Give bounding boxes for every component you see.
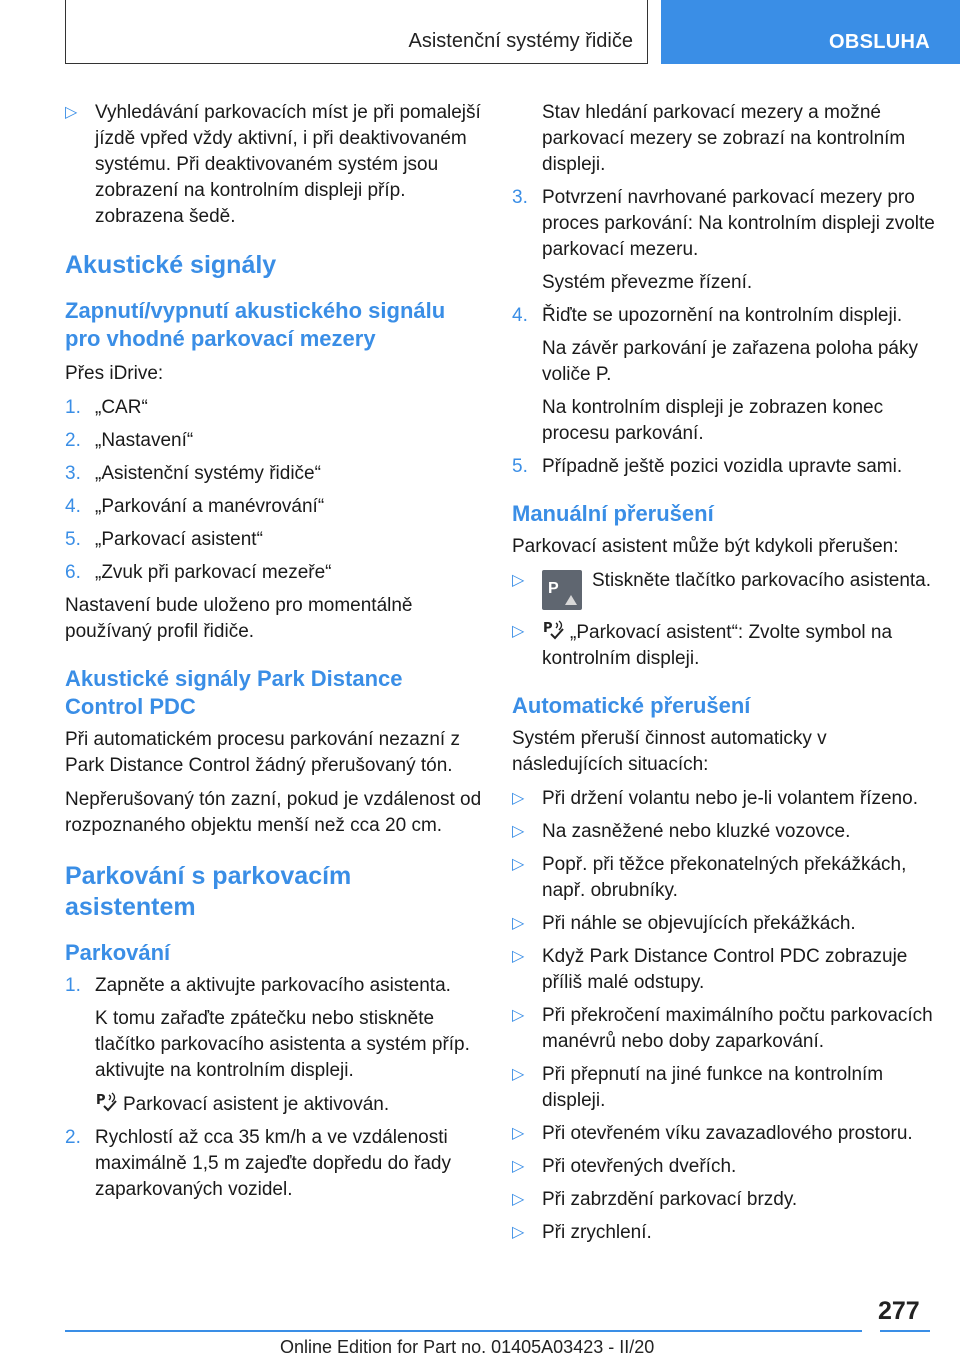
step-text: „Nastavení“ — [95, 430, 194, 451]
step-text: „CAR“ — [95, 397, 148, 418]
step-text: „Zvuk při parkovací mezeře“ — [95, 562, 332, 583]
list-item — [512, 619, 937, 672]
step-number: 5. — [65, 529, 81, 550]
bullet-text: Při zrychlení. — [542, 1222, 652, 1243]
step-number: 4. — [512, 305, 528, 326]
list-item — [512, 1220, 937, 1246]
section-title: Asistenční systémy řidiče — [408, 30, 633, 52]
bullet-marker: ▷ — [512, 1125, 525, 1142]
left-column — [65, 100, 485, 1210]
step-sub-text: K tomu zařaďte zpátečku nebo stiskněte tlačítko parkovacího asistenta a systém příp. aktivujte na kontrolním displeji. — [95, 1008, 470, 1081]
parking-assistant-symbol-icon — [542, 619, 564, 641]
continued-text: Stav hledání parkovací mezery a možné parkovací mezery se zobrazí na kontrolním displeji. — [542, 102, 906, 175]
bullet-marker: ▷ — [512, 1158, 525, 1175]
bullet-marker: ▷ — [512, 623, 525, 640]
heading-parking: Parkování — [65, 940, 171, 965]
list-item — [65, 973, 485, 999]
bullet-text: Při překročení maximálního počtu parkovacích manévrů nebo doby zaparkování. — [542, 1005, 933, 1052]
step-number: 5. — [512, 456, 528, 477]
step-number: 3. — [65, 463, 81, 484]
bullet-text: Při náhle se objevujících překážkách. — [542, 913, 856, 934]
bullet-marker: ▷ — [512, 948, 525, 965]
list-item — [512, 1154, 937, 1180]
step-text: „Parkovací asistent“ — [95, 529, 263, 550]
bullet-text: Při držení volantu nebo je-li volantem řízeno. — [542, 788, 918, 809]
heading-acoustic: Akustické signály — [65, 251, 277, 279]
parking-assistant-symbol-icon — [95, 1091, 117, 1113]
bullet-text: Při zabrzdění parkovací brzdy. — [542, 1189, 798, 1210]
list-item — [512, 944, 937, 996]
step-number: 2. — [65, 430, 81, 451]
step-number: 2. — [65, 1127, 81, 1148]
list-item — [512, 852, 937, 904]
bullet-text: Když Park Distance Control PDC zobrazuje příliš malé odstupy. — [542, 946, 908, 993]
step-icon-text: Parkovací asistent je aktivován. — [123, 1094, 390, 1115]
list-item — [512, 1062, 937, 1114]
step-sub-text: Na závěr parkování je zařazena poloha páky voliče P. — [542, 338, 919, 385]
bullet-text: Při přepnutí na jiné funkce na kontrolním displeji. — [542, 1064, 884, 1111]
list-item — [512, 786, 937, 812]
list-item — [512, 819, 937, 845]
heading-parking-with-assistant: Parkování s parkovacím asistentem — [65, 862, 352, 921]
manual-intro: Parkovací asistent může být kdykoli přerušen: — [512, 536, 899, 557]
heading-automatic: Automatické přerušení — [512, 693, 751, 718]
list-item — [512, 454, 937, 480]
auto-list — [512, 786, 937, 1246]
list-item — [65, 527, 485, 553]
bullet-text: Popř. při těžce překonatelných překážkách, např. obrubníky. — [542, 854, 907, 901]
list-item — [65, 461, 485, 487]
heading-manual: Manuální přerušení — [512, 501, 714, 526]
bullet-marker: ▷ — [512, 572, 525, 589]
step-number: 6. — [65, 562, 81, 583]
pdc-paragraph-2: Nepřerušovaný tón zazní, pokud je vzdálenost od rozpoznaného objektu menší než cca 20 cm. — [65, 789, 482, 836]
list-item — [65, 560, 485, 586]
bullet-marker: ▷ — [65, 104, 78, 121]
list-item — [512, 568, 937, 612]
step-text: Potvrzení navrhované parkovací mezery pro proces parkování: Na kontrolním displeji zvolte parkovací mezeru. — [542, 187, 935, 260]
pdc-paragraph-1: Při automatickém procesu parkování nezazní z Park Distance Control žádný přerušovaný tón. — [65, 729, 460, 776]
list-item — [65, 100, 485, 230]
bullet-marker: ▷ — [512, 915, 525, 932]
bullet-text: Stiskněte tlačítko parkovacího asistenta. — [592, 570, 932, 591]
list-item — [65, 428, 485, 454]
list-item — [512, 185, 937, 263]
svg-text:P: P — [96, 1093, 106, 1108]
bullet-text: Při otevřeném víku zavazadlového prostoru. — [542, 1123, 913, 1144]
page-number: 277 — [878, 1297, 920, 1325]
step-text: Rychlostí až cca 35 km/h a ve vzdálenosti maximálně 1,5 m zajeďte dopředu do řady zaparkovaných vozidel. — [95, 1127, 451, 1200]
bullet-text — [542, 619, 937, 672]
list-item — [512, 1003, 937, 1055]
bullet-marker: ▷ — [512, 823, 525, 840]
header-box — [65, 0, 648, 64]
parking-assistant-button-icon: P — [542, 570, 582, 610]
bullet-marker: ▷ — [512, 1066, 525, 1083]
step-number: 3. — [512, 187, 528, 208]
step-icon-line — [65, 1091, 485, 1118]
footer-rule — [65, 1330, 862, 1332]
bullet-marker: ▷ — [512, 1224, 525, 1241]
list-item — [512, 911, 937, 937]
footer-rule-right — [880, 1330, 930, 1332]
list-item — [65, 395, 485, 421]
bullet-marker: ▷ — [512, 790, 525, 807]
svg-text:P: P — [543, 621, 553, 636]
bullet-marker: ▷ — [512, 1191, 525, 1208]
step-text: Případně ještě pozici vozidla upravte sami. — [542, 456, 903, 477]
heading-pdc: Akustické signály Park Distance Control PDC — [65, 666, 403, 719]
list-item — [512, 1187, 937, 1213]
step-number: 4. — [65, 496, 81, 517]
list-item — [65, 494, 485, 520]
step-text: „Asistenční systémy řidiče“ — [95, 463, 321, 484]
idrive-intro: Přes iDrive: — [65, 363, 164, 384]
step-text: Zapněte a aktivujte parkovacího asistenta. — [95, 975, 451, 996]
bullet-marker: ▷ — [512, 856, 525, 873]
step-sub-text: Systém převezme řízení. — [542, 272, 753, 293]
auto-intro: Systém přeruší činnost automaticky v následujících situacích: — [512, 728, 827, 775]
bullet-text: Vyhledávání parkovacích míst je při pomalejší jízdě vpřed vždy aktivní, i při deaktivovaném systému. Při deaktivovaném systém jsou zobrazení na kontrolním displeji příp. zobrazena šedě. — [95, 102, 481, 227]
chapter-tab: OBSLUHA — [661, 0, 960, 64]
bullet-text: Na zasněžené nebo kluzké vozovce. — [542, 821, 851, 842]
step-number: 1. — [65, 397, 81, 418]
right-column — [512, 100, 937, 1253]
step-text: „Parkování a manévrování“ — [95, 496, 325, 517]
step-number: 1. — [65, 975, 81, 996]
bullet-text: Při otevřených dveřích. — [542, 1156, 737, 1177]
footer-edition: Online Edition for Part no. 01405A03423 - II/20 — [280, 1337, 655, 1357]
step-text: Řiďte se upozornění na kontrolním displeji. — [542, 305, 903, 326]
saved-note: Nastavení bude uloženo pro momentálně používaný profil řidiče. — [65, 595, 413, 642]
bullet-text-inline: „Parkovací asistent“: Zvolte symbol na kontrolním displeji. — [542, 622, 893, 669]
list-item — [512, 303, 937, 329]
bullet-marker: ▷ — [512, 1007, 525, 1024]
list-item — [65, 1125, 485, 1203]
step-sub-text: Na kontrolním displeji je zobrazen konec procesu parkování. — [542, 397, 884, 444]
heading-toggle: Zapnutí/vypnutí akustického signálu pro vhodné parkovací mezery — [65, 298, 446, 351]
list-item — [512, 1121, 937, 1147]
